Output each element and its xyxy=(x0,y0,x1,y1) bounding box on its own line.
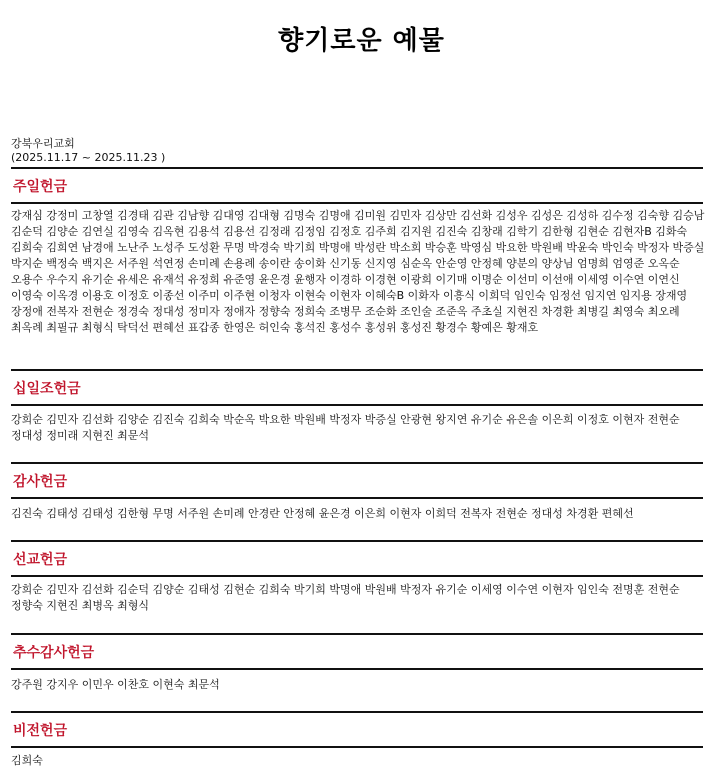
section-header-harvest xyxy=(11,633,703,670)
offering-period: (2025.11.17 ~ 2025.11.23 ) xyxy=(11,151,166,164)
section-names-thanks: 김진숙 김태성 김태성 김한형 무명 서주원 손미례 안경란 안정혜 윤은경 이은희 이현자 이희덕 전복자 전현순 정대성 차경환 편혜선 xyxy=(11,507,634,520)
section-names-harvest: 강주원 강지우 이민우 이찬호 이현숙 최문석 xyxy=(11,678,220,691)
section-names-tithe: 강희순 김민자 김선화 김양순 김진숙 김희숙 박순옥 박요한 박원배 박정자 박증실 안광현 왕지연 유기순 유은솔 이은희 이정호 이현자 전현순 정대성 정미래 지현진 최문석 xyxy=(11,413,680,442)
section-header-tithe xyxy=(11,369,703,406)
section-names-sunday: 강재심 강정미 고창열 김경태 김관 김남향 김대영 김대형 김명숙 김명애 김미원 김민자 김상만 김선화 김성우 김성은 김성하 김수정 김숙향 김승남 김순덕 김양순 김연실 김영숙 김옥현 김용석 김용선 김정래 김정임 김정호 김주희 김지원 김진숙 김창래 김학기 김한형 김현순 김현자B 김화숙 김희숙 김희연 남경애 노난주 노성주 도성환 무명 박경숙 박기희 박명애 박성란 박소희 박승훈 박영심 박요한 박원배 박윤숙 박인숙 박정자 박증실 박지순 백정숙 백지은 서주원 석연정 손미례 손용례 송이란 송이화 신기동 신지영 심순옥 안순영 안정혜 양분의 양상님 엄명희 엄영준 오옥순 오용수 우수지 유기순 유세은 유재석 유정희 유준영 윤은경 윤행자 이경하 이경현 이광희 이기매 이명순 이선미 이선애 이세영 이수연 이연신 이영숙 이옥경 이용호 이정호 이종선 이주미 이주현 이청자 이현숙 이현자 이혜숙B 이화자 이흥식 이희덕 임인숙 임정선 임지연 임지용 장재영 장정애 전복자 전현순 정경숙 정대성 정미자 정애자 정향숙 정희숙 조병무 조순화 조인술 조준옥 주초실 지현진 차경환 최병길 최영숙 최오례 최옥례 최필규 최형식 탁덕선 편혜선 표갑종 한영은 허인숙 홍석진 홍성수 홍성위 홍성진 황경수 황예은 황재호 xyxy=(11,209,705,334)
section-title: 감사헌금 xyxy=(13,474,68,490)
section-names-mission: 강희순 김민자 김선화 김순덕 김양순 김태성 김현순 김희숙 박기희 박명애 박원배 박정자 유기순 이세영 이수연 이현자 임인숙 전명훈 전현순 정향숙 지현진 최병옥 최형식 xyxy=(11,583,680,612)
church-name: 강북우리교회 xyxy=(11,137,75,150)
section-title: 주일헌금 xyxy=(13,179,68,195)
section-title: 비전헌금 xyxy=(13,723,68,739)
church-info xyxy=(11,137,165,165)
section-names-vision: 김희숙 xyxy=(11,754,43,767)
section-title: 추수감사헌금 xyxy=(13,645,95,661)
section-title: 선교헌금 xyxy=(13,552,68,568)
section-header-thanks xyxy=(11,462,703,499)
section-header-vision xyxy=(11,711,703,748)
section-header-mission xyxy=(11,540,703,577)
page-title: 향기로운 예물 xyxy=(278,26,445,56)
section-header-sunday xyxy=(11,167,703,204)
section-title: 십일조헌금 xyxy=(13,381,81,397)
